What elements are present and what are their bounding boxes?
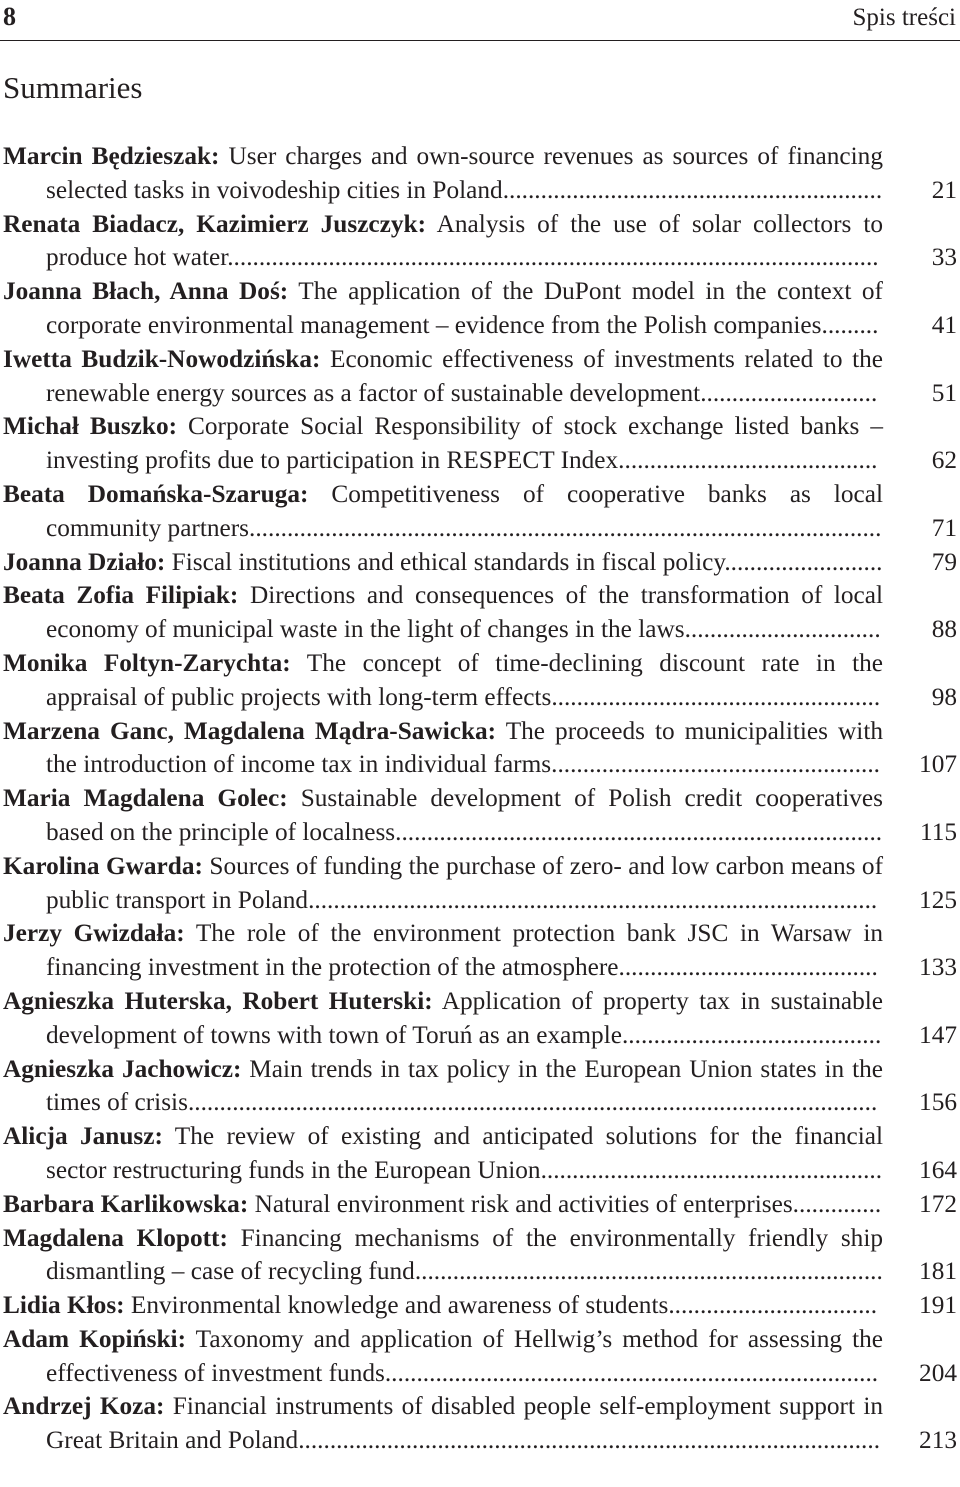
entry-authors: Michał Buszko:	[3, 412, 178, 441]
toc-entry[interactable]	[3, 917, 957, 985]
entry-text	[3, 782, 883, 850]
entry-text	[3, 850, 883, 918]
leader-dots: ....................................................	[551, 682, 881, 711]
entry-text	[3, 140, 883, 208]
leader-dots: .........................	[724, 547, 883, 576]
leader-dots: .........................................	[618, 446, 878, 475]
leader-dots: .........	[821, 310, 879, 339]
leader-dots: ......................................................	[540, 1155, 883, 1184]
leader-dots: ............................................................	[502, 175, 883, 204]
toc-entry[interactable]	[3, 478, 957, 546]
entry-page-number: 181	[919, 1257, 957, 1286]
entry-text	[3, 1222, 883, 1290]
entry-page-number: 51	[931, 378, 957, 407]
toc-entry[interactable]	[3, 1053, 957, 1121]
entry-authors: Adam Kopiński:	[3, 1324, 187, 1353]
toc-entry[interactable]	[3, 715, 957, 783]
entry-authors: Karolina Gwarda:	[3, 851, 203, 880]
entry-page-number: 71	[931, 513, 957, 542]
toc-entry[interactable]	[3, 579, 957, 647]
entry-page-number: 133	[919, 953, 957, 982]
entry-authors: Lidia Kłos:	[3, 1291, 125, 1320]
entry-text	[3, 715, 883, 783]
entry-page-number: 213	[919, 1426, 957, 1455]
toc-entry[interactable]	[3, 1222, 957, 1290]
entry-page-number: 156	[919, 1088, 957, 1117]
entry-authors: Maria Magdalena Golec:	[3, 784, 288, 813]
leader-dots: .............................................................................	[395, 817, 883, 846]
toc-entry[interactable]	[3, 1289, 957, 1323]
entry-authors: Joanna Działo:	[3, 547, 166, 576]
entry-title: The role of the environment protection bank JSC in Warsaw in financing investment in the protection of the atmosphere	[46, 919, 883, 982]
entry-text	[3, 1390, 884, 1458]
toc-entry[interactable]	[3, 1390, 957, 1458]
entry-text	[3, 917, 883, 985]
leader-dots: ............................	[700, 378, 878, 407]
leader-dots: .............................................................................................................	[187, 1088, 878, 1117]
entry-text	[3, 208, 884, 276]
entry-title: Natural environment risk and activities of enterprises	[254, 1189, 793, 1218]
entry-text	[3, 1053, 883, 1121]
entry-text	[3, 546, 883, 580]
toc-entry[interactable]	[3, 985, 957, 1053]
entry-authors: Alicja Janusz:	[3, 1122, 163, 1151]
leader-dots: .......................................................................................................	[227, 243, 879, 272]
entry-page-number: 98	[931, 682, 957, 711]
leader-dots: ..........................................................................................	[308, 885, 878, 914]
entry-title: Directions and consequences of the transformation of local economy of municipal waste in the light of changes in the laws	[46, 581, 884, 644]
entry-title: Corporate Social Responsibility of stock exchange listed banks – investing profits due to participation in RESPECT Index	[46, 412, 883, 475]
entry-text	[3, 1289, 883, 1323]
toc-entry[interactable]	[3, 343, 957, 411]
entry-title: The proceeds to municipalities with the introduction of income tax in individual farms	[46, 716, 883, 779]
leader-dots: ....................................................	[551, 750, 880, 779]
entry-page-number: 62	[931, 446, 957, 475]
entry-title: Sustainable development of Polish credit cooperatives based on the principle of localness	[46, 784, 883, 846]
entry-text	[3, 1120, 883, 1188]
entry-page-number: 79	[931, 547, 957, 576]
entry-title: Financing mechanisms of the environmentally friendly ship dismantling – case of recycling fund	[46, 1223, 883, 1286]
leader-dots: ..........................................................................	[414, 1257, 883, 1286]
entry-page-number: 115	[919, 817, 957, 846]
entry-authors: Marcin Będzieszak:	[3, 142, 220, 170]
entry-title: User charges and own-source revenues as sources of financing selected tasks in voivodeship cities in Poland	[46, 142, 883, 204]
entry-authors: Barbara Karlikowska:	[3, 1189, 249, 1218]
entry-text	[3, 1188, 883, 1222]
entry-title: Financial instruments of disabled people self-employment support in Great Britain and Poland	[46, 1392, 884, 1455]
entry-page-number: 125	[919, 885, 957, 914]
entry-authors: Beata Domańska-Szaruga:	[3, 479, 309, 508]
leader-dots: ....................................................................................................	[249, 513, 882, 542]
toc-entry[interactable]	[3, 1188, 957, 1222]
entry-authors: Joanna Błach, Anna Doś:	[3, 277, 289, 306]
entry-authors: Beata Zofia Filipiak:	[3, 581, 239, 610]
entry-title: The concept of time-declining discount rate in the appraisal of public projects with long-term effects	[46, 648, 883, 711]
leader-dots: ............................................................................................	[298, 1426, 881, 1455]
entry-text	[3, 275, 883, 343]
toc-entry[interactable]	[3, 546, 957, 580]
entry-title: Sources of funding the purchase of zero- and low carbon means of public transport in Poland	[46, 851, 883, 914]
entry-title: Application of property tax in sustainable development of towns with town of Toruń as an example	[46, 986, 883, 1049]
page-number: 8	[3, 2, 16, 31]
entry-text	[3, 343, 883, 411]
toc-entry[interactable]	[3, 850, 957, 918]
entry-text	[3, 647, 883, 715]
toc-entry[interactable]	[3, 208, 957, 276]
entry-page-number: 33	[931, 243, 957, 272]
toc-entry[interactable]	[3, 410, 957, 478]
entry-title: Analysis of the use of solar collectors to produce hot water	[46, 209, 884, 272]
leader-dots: ...............................	[684, 615, 881, 644]
entry-title: Economic effectiveness of investments related to the renewable energy sources as a factor of sustainable development	[46, 344, 883, 407]
entry-authors: Andrzej Koza:	[3, 1392, 165, 1421]
entry-text	[3, 1323, 883, 1391]
entry-authors: Renata Biadacz, Kazimierz Juszczyk:	[3, 209, 427, 238]
entry-page-number: 147	[919, 1020, 957, 1049]
toc-entry[interactable]	[3, 647, 957, 715]
entry-text	[3, 478, 884, 546]
leader-dots: ..............	[792, 1189, 882, 1218]
entry-text	[3, 579, 884, 647]
entry-title: Fiscal institutions and ethical standards in fiscal policy	[171, 547, 725, 576]
entry-text	[3, 410, 883, 478]
entry-title: Environmental knowledge and awareness of students	[130, 1291, 669, 1320]
entry-page-number: 41	[931, 310, 957, 339]
toc-entry[interactable]	[3, 1120, 957, 1188]
entry-page-number: 172	[919, 1189, 957, 1218]
toc-entry[interactable]	[3, 782, 957, 850]
entry-page-number: 204	[919, 1358, 957, 1387]
entry-authors: Magdalena Klopott:	[3, 1223, 228, 1252]
entry-authors: Agnieszka Jachowicz:	[3, 1054, 242, 1083]
entry-authors: Monika Foltyn-Zarychta:	[3, 648, 291, 677]
entry-authors: Jerzy Gwizdała:	[3, 919, 185, 948]
entry-authors: Marzena Ganc, Magdalena Mądra-Sawicka:	[3, 716, 497, 745]
entry-page-number: 164	[919, 1155, 957, 1184]
page-header	[0, 0, 960, 41]
leader-dots: ..............................................................................	[384, 1358, 879, 1387]
leader-dots: .................................	[668, 1291, 878, 1320]
entry-title: The review of existing and anticipated solutions for the financial sector restructuring funds in the European Union	[46, 1122, 883, 1184]
entry-authors: Agnieszka Huterska, Robert Huterski:	[3, 986, 433, 1015]
toc-entry[interactable]	[3, 275, 957, 343]
entry-page-number: 21	[931, 175, 957, 204]
leader-dots: .........................................	[618, 953, 878, 982]
leader-dots: .........................................	[621, 1020, 882, 1049]
entry-text	[3, 985, 883, 1053]
entry-title: Competitiveness of cooperative banks as local community partners	[46, 479, 884, 542]
section-title: Summaries	[3, 70, 143, 105]
running-title: Spis treści	[852, 4, 956, 31]
table-of-contents	[3, 140, 957, 1458]
entry-page-number: 88	[931, 615, 957, 644]
entry-page-number: 191	[919, 1291, 957, 1320]
entry-authors: Iwetta Budzik-Nowodzińska:	[3, 344, 321, 373]
entry-title: Taxonomy and application of Hellwig’s method for assessing the effectiveness of investment funds	[46, 1324, 883, 1387]
entry-page-number: 107	[919, 750, 957, 779]
toc-entry[interactable]	[3, 1323, 957, 1391]
entry-title: Main trends in tax policy in the European Union states in the times of crisis	[46, 1054, 883, 1117]
toc-entry[interactable]	[3, 140, 957, 208]
entry-title: The application of the DuPont model in the context of corporate environmental management – evidence from the Polish companies	[46, 277, 883, 339]
